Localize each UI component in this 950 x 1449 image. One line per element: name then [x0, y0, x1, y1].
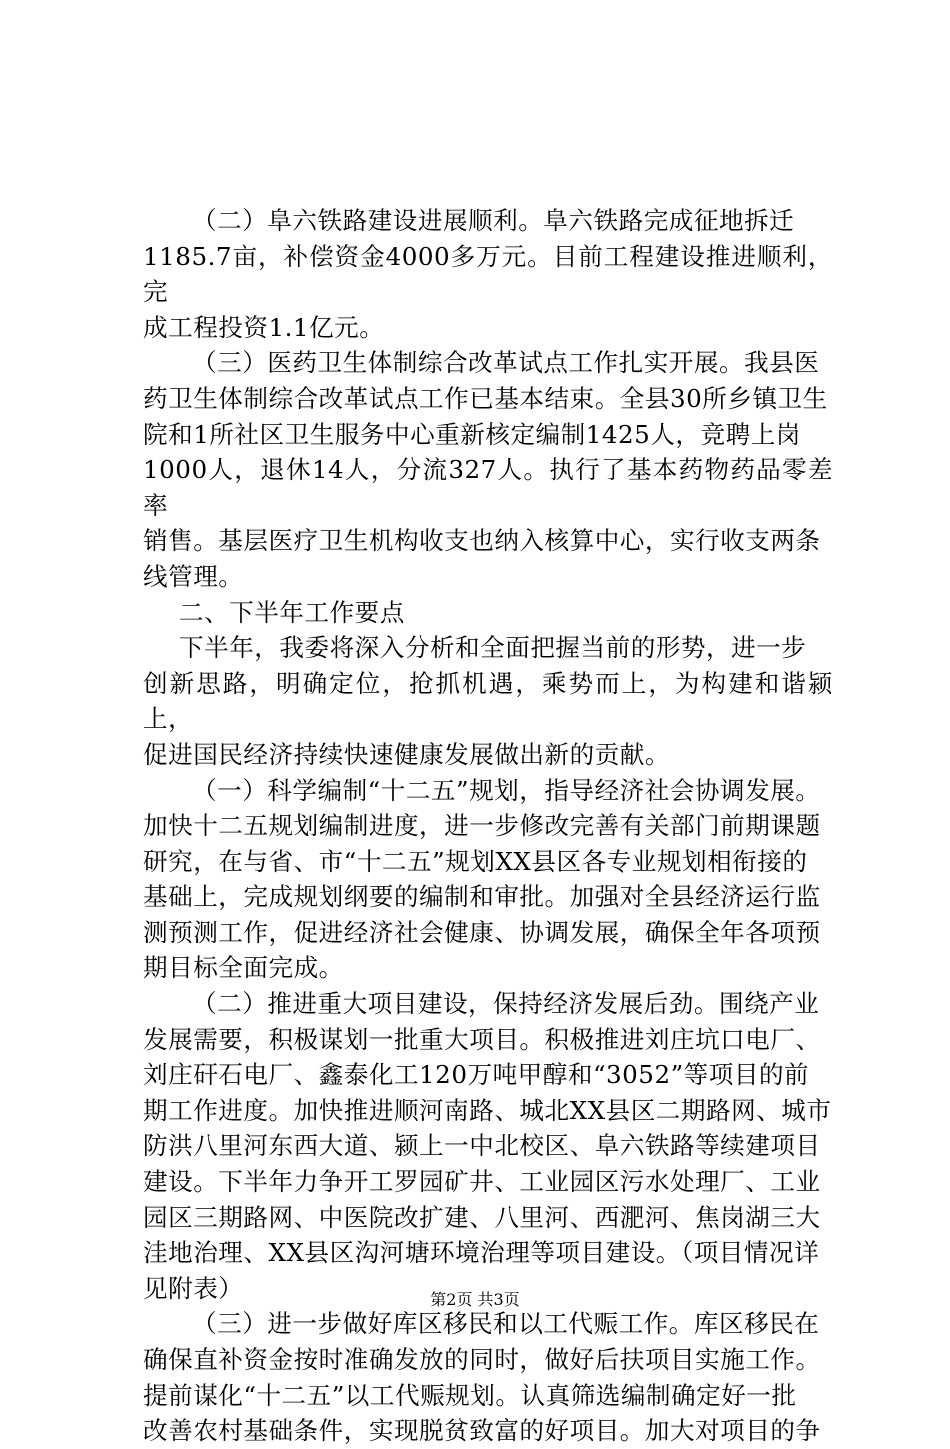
text-line: 院和1所社区卫生服务中心重新核定编制1425人，竞聘上岗	[143, 419, 801, 449]
text-line: 基础上，完成规划纲要的编制和审批。加强对全县经济运行监	[143, 882, 821, 912]
text-line: （一）科学编制“十二五”规划，指导经济社会协调发展。	[192, 775, 821, 805]
text-line: （二）阜六铁路建设进展顺利。阜六铁路完成征地拆迁	[192, 206, 795, 235]
text-line: 1185.7亩，补偿资金4000多万元。目前工程建设推进顺利，完	[143, 241, 833, 307]
text-line: 建设。下半年力争开工罗园矿井、工业园区污水处理厂、工业	[143, 1167, 821, 1197]
text-line: 销售。基层医疗卫生机构收支也纳入核算中心，实行收支两条	[143, 526, 821, 556]
page-number-footer: 第2页 共3页	[430, 1290, 520, 1309]
document-body	[143, 203, 833, 1449]
text-line: 研究，在与省、市“十二五”规划XX县区各专业规划相衔接的	[143, 846, 808, 876]
text-line: 改善农村基础条件，实现脱贫致富的好项目。加大对项目的争	[143, 1416, 821, 1446]
text-line: 见附表）	[143, 1273, 244, 1303]
text-line: 测预测工作，促进经济社会健康、协调发展，确保全年各项预	[143, 917, 821, 947]
text-line: 园区三期路网、中医院改扩建、八里河、西淝河、焦岗湖三大	[143, 1202, 821, 1232]
text-line: （二）推进重大项目建设，保持经济发展后劲。围绕产业	[192, 989, 820, 1019]
text-line: 药卫生体制综合改革试点工作已基本结束。全县30所乡镇卫生	[143, 383, 828, 413]
text-line: 成工程投资1.1亿元。	[143, 312, 385, 342]
text-line: 1000人，退休14人，分流327人。执行了基本药物药品零差率	[143, 455, 833, 520]
text-line: 提前谋化“十二五”以工代赈规划。认真筛选编制确定好一批	[143, 1380, 797, 1410]
text-line: 洼地治理、XX县区沟河塘环境治理等项目建设。（项目情况详	[143, 1238, 820, 1268]
text-line: 防洪八里河东西大道、颍上一中北校区、阜六铁路等续建项目	[143, 1131, 821, 1161]
text-line: 加快十二五规划编制进度，进一步修改完善有关部门前期课题	[143, 811, 821, 841]
section-heading: 二、下半年工作要点	[179, 597, 405, 627]
text-line: 下半年，我委将深入分析和全面把握当前的形势，进一步	[179, 633, 807, 663]
text-line: 期工作进度。加快推进顺河南路、城北XX县区二期路网、城市	[143, 1095, 832, 1125]
text-line: 刘庄矸石电厂、鑫泰化工120万吨甲醇和“3052”等项目的前	[143, 1060, 810, 1090]
text-line: 确保直补资金按时准确发放的同时，做好后扶项目实施工作。	[143, 1345, 821, 1374]
text-line: 线管理。	[143, 561, 244, 591]
text-line: （三）医药卫生体制综合改革试点工作扎实开展。我县医	[192, 348, 820, 378]
text-line: 创新思路，明确定位，抢抓机遇，乘势而上，为构建和谐颍上，	[143, 668, 833, 734]
text-line: （三）进一步做好库区移民和以工代赈工作。库区移民在	[192, 1309, 820, 1339]
text-line: 期目标全面完成。	[143, 953, 344, 983]
text-line: 促进国民经济持续快速健康发展做出新的贡献。	[143, 739, 670, 769]
text-line: 发展需要，积极谋划一批重大项目。积极推进刘庄坑口电厂、	[143, 1024, 821, 1054]
